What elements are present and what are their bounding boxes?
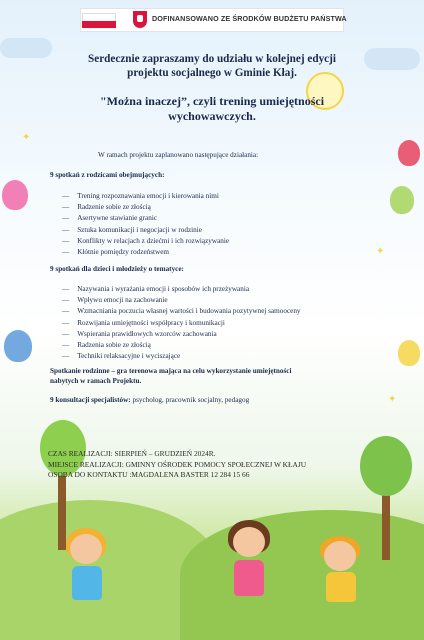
list-item: — Wspierania prawidłowych wzorców zachowania [62,329,301,340]
list-item: — Trening rozpoznawania emocji i kierowania nimi [62,191,229,202]
subtitle-line-1: "Można inaczej”, czyli trening umiejętności [99,94,325,108]
title-line-1: Serdecznie zapraszamy do udziału w kolejnej edycji [88,53,336,65]
consultations-text [50,396,249,404]
star-icon: ✦ [376,246,385,257]
list-item: — Rozwijania umiejętności współpracy i komunikacji [62,318,301,329]
handprint-icon [4,330,32,362]
list-item: — Wzmacniania poczucia własnej wartości i budowania pozytywnej samooceny [62,306,301,317]
family-game-text [50,366,360,386]
handprint-icon [398,340,420,366]
realization-time: CZAS REALIZACJI: SIERPIEŃ – GRUDZIEŃ 2024R. [48,449,216,458]
list-item: — Sztuka komunikacji i negocjacji w rodzinie [62,225,229,236]
cloud-right [364,48,420,70]
consultations-label: 9 konsultacji specjalistów: [50,396,131,404]
title-line-2: projektu socjalnego w Gminie Kłaj. [127,67,297,79]
list-item: — Konflikty w relacjach z dziećmi i ich rozwiązywanie [62,236,229,247]
project-subtitle [60,94,364,124]
parents-list [62,191,229,258]
kids-list [62,284,301,362]
contact-person: OSOBA DO KONTAKTU :MAGDALENA BASTER 12 284 15 66 [48,470,250,479]
star-icon: ✦ [22,132,31,143]
kids-heading: 9 spotkań dla dzieci i młodzieży o tematyce: [50,265,184,273]
handprint-icon [390,186,414,214]
parents-heading: 9 spotkań z rodzicami obejmujących: [50,171,165,179]
list-item: — Kłótnie pomiędzy rodzeństwem [62,247,229,258]
handprint-icon [398,140,420,166]
list-item: — Radzenie sobie ze złością [62,202,229,213]
page-title [60,52,364,80]
handprint-icon [2,180,28,210]
realization-place: MIEJSCE REALIZACJI: GMINNY OŚRODEK POMOCY SPOŁECZNEJ W KŁAJU [48,459,307,469]
star-icon: ✦ [388,394,397,405]
list-item: — Radzenia sobie ze złością [62,340,301,351]
coat-of-arms-icon [133,11,147,28]
intro-text: W ramach projektu zaplanowano następujące działania: [98,151,259,159]
subtitle-line-2: wychowawczych. [168,109,256,123]
list-item: — Techniki relaksacyjne i wyciszające [62,351,301,362]
cloud-left [0,38,52,58]
list-item: — Nazywania i wyrażania emocji i sposobów ich przeżywania [62,284,301,295]
consultations-value: psycholog, pracownik socjalny, pedagog [130,396,250,404]
funding-text: DOFINANSOWANO ZE ŚRODKÓW BUDŻETU PAŃSTWA [152,14,347,23]
family-game-line-1: Spotkanie rodzinne – gra terenowa mająca na celu wykorzystanie umiejętności [50,367,292,375]
list-item: — Wpływu emocji na zachowanie [62,295,301,306]
footer-info [48,449,306,481]
list-item: — Asertywne stawianie granic [62,213,229,224]
family-game-line-2: nabytych w ramach Projektu. [50,377,142,385]
polish-flag-icon [82,13,116,27]
